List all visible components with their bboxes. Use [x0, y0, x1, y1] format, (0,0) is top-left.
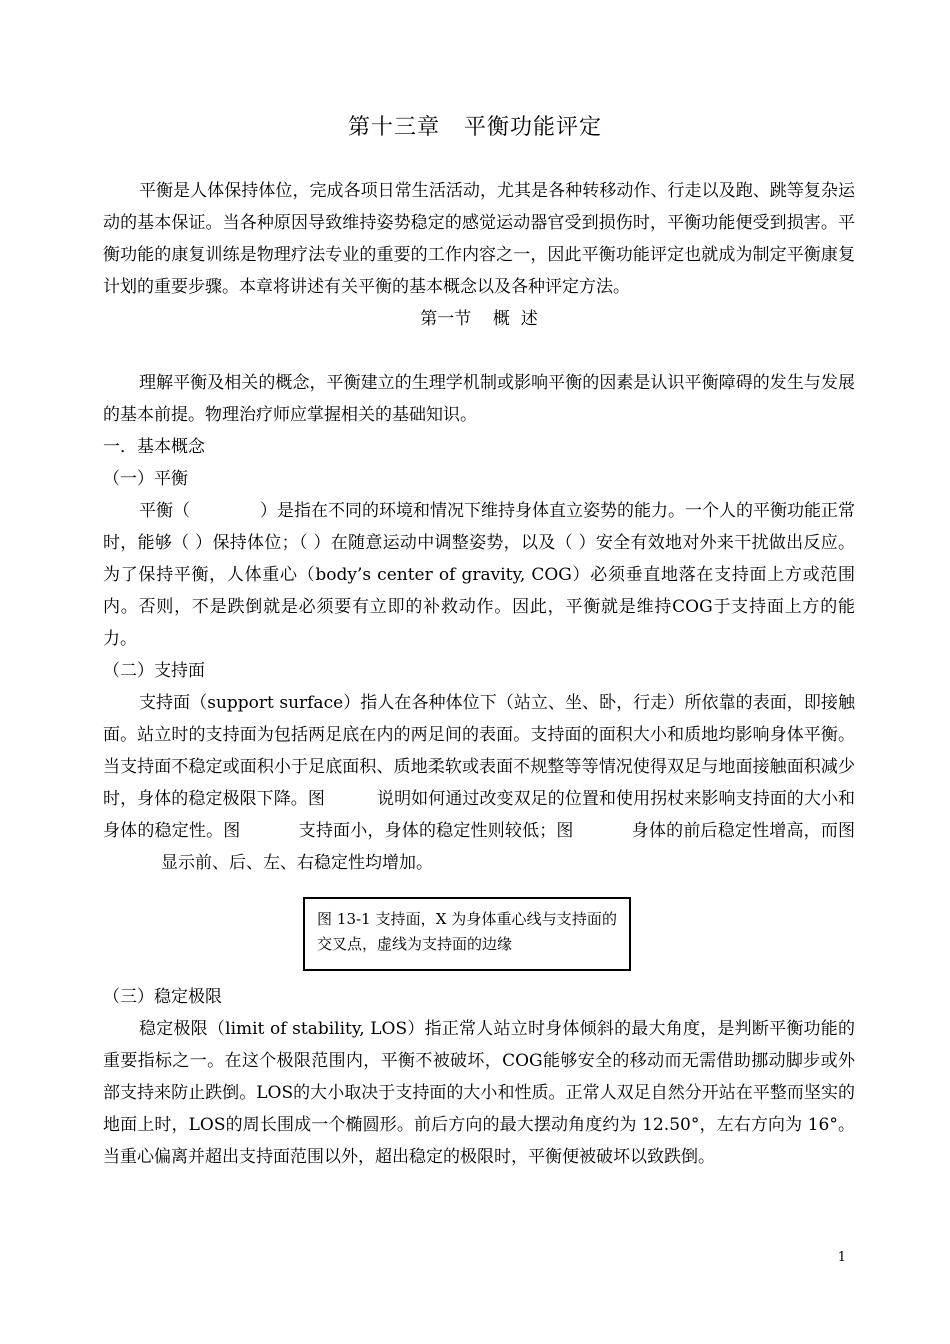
los-paragraph: 稳定极限（limit of stability, LOS）指正常人站立时身体倾斜的最大角度，是判断平衡功能的重要指标之一。在这个极限范围内，平衡不被破坏，COG能够安全的移动而无需借助挪动脚步或外部支持来防止跌倒。LOS的大小取决于支持面的大小和性质。正常人双足自然分开站在平整而坚实的地面上时，LOS的周长围成一个椭圆形。前后方向的最大摆动角度约为 12.50°，左右方向为 16°。当重心偏离并超出支持面范围以外，超出稳定的极限时，平衡便被破坏以致跌倒。 [103, 1019, 855, 1167]
support-text-b: 说明如何通过改变双足的位置和使用拐杖来影响支持面的大小和身体的稳定性。图 [103, 789, 856, 841]
subheading-balance: （一）平衡 [103, 469, 188, 489]
support-text-d: 身体的前后稳定性增高，而图 [631, 821, 856, 841]
heading-basic-concepts: 一．基本概念 [103, 437, 205, 457]
support-text-c: 支持面小，身体的稳定性则较低；图 [298, 821, 574, 841]
figure-caption: 图 13-1 支持面，X 为身体重心线与支持面的交叉点，虚线为支持面的边缘 [317, 910, 617, 953]
balance-text-start: 平衡（ [139, 501, 190, 521]
section-intro-paragraph: 理解平衡及相关的概念，平衡建立的生理学机制或影响平衡的因素是认识平衡障碍的发生与发展的基本前提。物理治疗师应掌握相关的基础知识。 [103, 373, 855, 425]
support-text-a: 支持面（support surface）指人在各种体位下（站立、坐、卧，行走）所依靠的表面，即接触面。站立时的支持面为包括两足底在内的两足间的表面。支持面的面积大小和质地均影响身体平衡。当支持面不稳定或面积小于足底面积、质地柔软或表面不规整等等情况使得双足与地面接触面积减少时，身体的稳定极限下降。图 [103, 693, 855, 809]
balance-paragraph [103, 495, 855, 655]
document-body [103, 175, 855, 1173]
chapter-title: 第十三章 平衡功能评定 [348, 115, 602, 140]
subheading-support-surface: （二）支持面 [103, 661, 205, 681]
support-text-e: 显示前、后、左、右稳定性均增加。 [161, 853, 433, 873]
subheading-limit-of-stability: （三）稳定极限 [103, 987, 222, 1007]
balance-text-rest: ）是指在不同的环境和情况下维持身体直立姿势的能力。一个人的平衡功能正常时，能够（ ）保持体位；（ ）在随意运动中调整姿势，以及（ ）安全有效地对外来干扰做出反应。为了保持平衡，人体重心（body’s center of gravity, COG）必须垂直地落在支持面上方或范围内。否则，不是跌倒就是必须要有立即的补救动作。因此，平衡就是维持COG于支持面上方的能力。 [103, 501, 855, 649]
figure-caption-box [303, 897, 631, 971]
page-number: 1 [837, 1250, 846, 1265]
intro-paragraph: 平衡是人体保持体位，完成各项日常生活活动，尤其是各种转移动作、行走以及跑、跳等复杂运动的基本保证。当各种原因导致维持姿势稳定的感觉运动器官受到损伤时，平衡功能便受到损害。平衡功能的康复训练是物理疗法专业的重要的工作内容之一，因此平衡功能评定也就成为制定平衡康复计划的重要步骤。本章将讲述有关平衡的基本概念以及各种评定方法。 [103, 181, 855, 297]
section-title: 第一节 概 述 [420, 309, 538, 329]
support-surface-paragraph [103, 687, 855, 879]
